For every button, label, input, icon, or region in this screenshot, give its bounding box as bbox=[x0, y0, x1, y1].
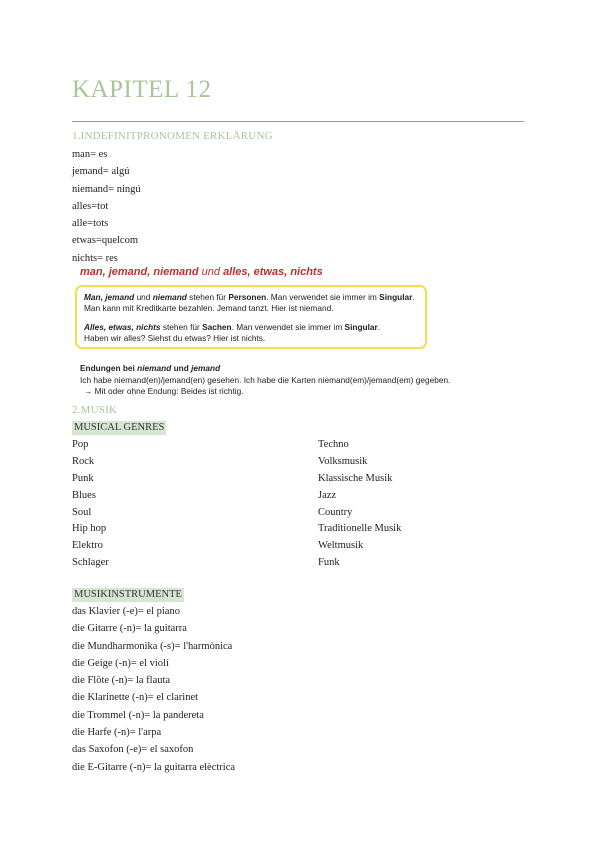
instrument-item: die Gitarre (-n)= la guitarra bbox=[72, 623, 187, 635]
instrument-item: das Klavier (-e)= el piano bbox=[72, 606, 180, 617]
grammar-title-part: man, jemand, niemand bbox=[80, 266, 199, 278]
genre-item: Hip hop bbox=[72, 523, 107, 535]
instruments-list bbox=[72, 603, 235, 776]
genre-item: Jazz bbox=[318, 489, 337, 501]
endungen-note bbox=[80, 363, 450, 398]
indefinite-pronoun-vocab-list bbox=[72, 146, 141, 267]
instrument-item: die E-Gitarre (-n)= la guitarra elèctrica bbox=[72, 761, 236, 773]
section-heading-indefinitpronomen: 1.INDEFINITPRONOMEN ERKLÄRUNG bbox=[72, 130, 273, 142]
genre-item: Country bbox=[318, 506, 353, 518]
endungen-heading: Endungen bei niemand und jemand bbox=[80, 363, 221, 373]
grammar-title-part: alles, etwas, nichts bbox=[223, 266, 323, 278]
title-divider bbox=[72, 121, 524, 122]
instrument-item: die Harfe (-n)= l'arpa bbox=[72, 727, 162, 739]
grammar-title-part: und bbox=[198, 266, 224, 278]
genre-item: Rock bbox=[72, 455, 95, 467]
vocab-item: man= es bbox=[72, 149, 108, 160]
grammar-rule-line: Man, jemand und niemand stehen für Personen. Man verwendet sie immer im Singular. bbox=[84, 292, 415, 302]
grammar-explanation-box bbox=[75, 285, 427, 349]
instrument-item: die Flöte (-n)= la flauta bbox=[72, 675, 171, 687]
instrument-item: die Trommel (-n)= la pandereta bbox=[72, 709, 204, 721]
genre-item: Elektro bbox=[72, 540, 103, 552]
genre-item: Punk bbox=[72, 472, 94, 484]
grammar-example-line: Man kann mit Kreditkarte bezahlen. Jemand tanzt. Hier ist niemand. bbox=[84, 303, 334, 313]
instrument-item: das Saxofon (-e)= el saxofon bbox=[72, 744, 194, 756]
section-heading-musik: 2.MUSIK bbox=[72, 404, 118, 416]
genre-item: Volksmusik bbox=[318, 455, 368, 467]
vocab-item: alles=tot bbox=[72, 200, 109, 212]
genre-item: Funk bbox=[318, 557, 340, 569]
page-title: KAPITEL 12 bbox=[72, 76, 212, 103]
grammar-rule-line: Alles, etwas, nichts stehen für Sachen. Man verwendet sie immer im Singular. bbox=[84, 322, 381, 332]
vocab-item: etwas=quelcom bbox=[72, 235, 138, 247]
genre-item: Klassische Musik bbox=[318, 472, 393, 484]
genre-item: Weltmusik bbox=[318, 540, 364, 552]
genres-list-right bbox=[318, 437, 401, 572]
genre-item: Techno bbox=[318, 439, 349, 450]
endungen-conclusion: → Mit oder ohne Endung: Beides ist richtig. bbox=[84, 386, 244, 396]
musical-genres-heading: MUSICAL GENRES bbox=[74, 422, 165, 433]
instrument-item: die Geige (-n)= el violí bbox=[72, 657, 169, 669]
instrument-item: die Mundharmonika (-s)= l'harmònica bbox=[72, 640, 233, 652]
genre-item: Schlager bbox=[72, 557, 109, 569]
vocab-item: alle=tots bbox=[72, 218, 109, 230]
genre-item: Soul bbox=[72, 506, 92, 518]
grammar-example-line: Haben wir alles? Siehst du etwas? Hier ist nichts. bbox=[84, 333, 266, 343]
endungen-example: Ich habe niemand(en)/jemand(en) gesehen. Ich habe die Karten niemand(em)/jemand(em) gegeben. bbox=[80, 374, 451, 385]
genre-item: Blues bbox=[72, 489, 96, 501]
musikinstrumente-heading: MUSIKINSTRUMENTE bbox=[74, 589, 182, 600]
genre-item: Pop bbox=[72, 439, 89, 450]
instrument-item: die Klarinette (-n)= el clarinet bbox=[72, 692, 199, 704]
genres-list-left bbox=[72, 437, 109, 572]
vocab-item: nichts= res bbox=[72, 252, 118, 264]
grammar-title bbox=[80, 266, 323, 278]
genre-item: Traditionelle Musik bbox=[318, 523, 402, 535]
vocab-item: jemand= algú bbox=[72, 166, 130, 178]
vocab-item: niemand= ningú bbox=[72, 183, 141, 195]
